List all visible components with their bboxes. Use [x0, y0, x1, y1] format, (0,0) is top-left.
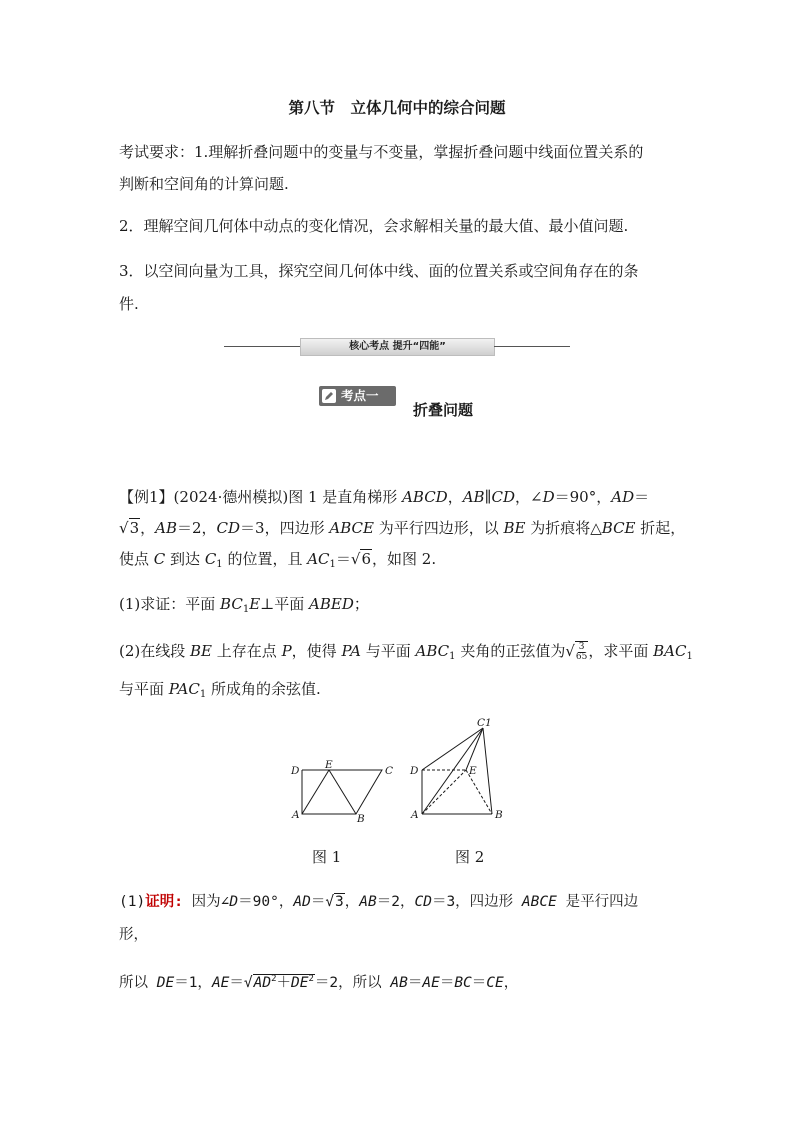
figure-1-point-D: D — [291, 765, 300, 777]
example-label: 【例1】 — [119, 488, 174, 506]
requirement-line-2: 判断和空间角的计算问题. — [119, 175, 289, 193]
pencil-icon — [322, 389, 336, 403]
page-title: 第八节 立体几何中的综合问题 — [288, 98, 506, 117]
figure-1-point-C: C — [385, 765, 394, 777]
figure-1-point-E: E — [325, 759, 333, 771]
figure-1-point-A: A — [292, 809, 300, 821]
example-line-1: 【例1】(2024·德州模拟)图 1 是直角梯形 ABCD，AB∥CD，∠D＝90°，AD＝ — [119, 488, 650, 506]
requirement-item-3-line-1: 3．以空间向量为工具，探究空间几何体中线、面的位置关系或空间角存在的条 — [119, 262, 639, 280]
figure-2-solid — [406, 716, 510, 826]
solution-label: 证明 — [145, 894, 175, 910]
requirement-item-3-line-2: 件. — [119, 295, 139, 313]
figure-1-caption: 图 1 — [312, 848, 342, 866]
section-tag-label: 考点一 — [341, 388, 379, 403]
question-2-prefix: (2)在线段 — [119, 642, 186, 660]
solution-line-1: (1)证明: 因为∠D＝90°，AD＝√3，AB＝2，CD＝3，四边形 ABCE 是平行四边 — [119, 894, 639, 910]
banner-divider-right — [494, 346, 570, 347]
requirement-item-2: 2．理解空间几何体中动点的变化情况，会求解相关量的最大值、最小值问题. — [119, 217, 629, 235]
section-tag — [319, 386, 396, 406]
banner-divider-left — [224, 346, 300, 347]
example-line-3: 使点 C 到达 $C_1$ 的位置，且 $AC_1=√6$，如图 2. — [119, 550, 437, 570]
question-2-line-1: (2)在线段 BE 上存在点 P，使得 PA 与平面 $ABC_1$ 夹角的正弦值为√ $\frac{3}{65}$ ，求平面 $BAC_1$ — [119, 641, 693, 662]
figure-2-point-C1: C1 — [477, 717, 492, 729]
figure-2-point-D: D — [410, 765, 419, 777]
question-1-prefix: (1)求证：平面 — [119, 595, 216, 613]
example-source: (2024·德州模拟) — [173, 488, 289, 506]
question-2-line-2: 与平面 $PAC_1$ 所成角的余弦值. — [119, 680, 321, 700]
figure-2-point-E: E — [469, 765, 477, 777]
example-line-2: √3，AB＝2，CD＝3，四边形 ABCE 为平行四边形，以 BE 为折痕将△BCE 折起， — [119, 519, 686, 537]
figure-2-point-B: B — [495, 809, 503, 821]
figure-2-point-A: A — [411, 809, 419, 821]
solution-line-3: 所以 DE＝1，$AE=√AD^2+DE^2=2$，所以 AB＝AE＝BC＝CE， — [119, 974, 519, 991]
requirement-line-1: 考试要求：1.理解折叠问题中的变量与不变量，掌握折叠问题中线面位置关系的 — [119, 143, 644, 161]
figure-1-point-B: B — [357, 813, 365, 825]
solution-prefix: (1) — [119, 894, 146, 910]
section-title: 折叠问题 — [413, 401, 474, 419]
figure-1-trapezoid — [288, 758, 400, 826]
question-1: (1)求证：平面 $BC_1E\perp$平面 ABED； — [119, 595, 369, 615]
solution-line-2: 形， — [119, 927, 148, 943]
section-banner: 核心考点 提升“四能” — [300, 338, 495, 356]
figure-2-caption: 图 2 — [455, 848, 485, 866]
